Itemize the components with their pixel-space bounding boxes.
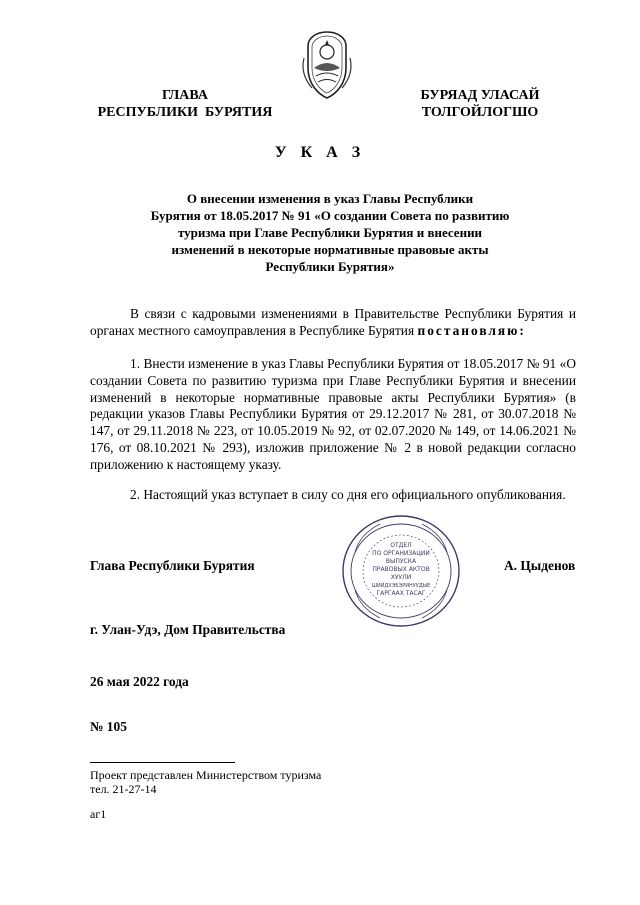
decree-keyword: постановляю: <box>417 322 526 338</box>
header-right <box>380 87 580 121</box>
header-right-line1: БУРЯАД УЛАСАЙ <box>420 88 540 103</box>
stamp-line: ХУУЛИ <box>390 574 412 581</box>
clause-1-text: 1. Внести изменение в указ Главы Республики Бурятия от 18.05.2017 № 91 «О создании Совета по развитию туризма при Главе Республики Бурятия и внесении изменений в некоторые нормативные правовые акты Республики Бурятия» (в редакции указов Главы Республики Бурятия от 29.12.2017 № 281, от 30.07.2018 № 147, от 29.11.2018 № 223, от 10.05.2019 № 92, от 02.07.2020 № 149, от 14.06.2021 № 176, от 08.10.2021 № 293), изложив приложение № 2 в новой редакции согласно приложению к настоящему указу. <box>90 356 576 472</box>
footer-project-note: Проект представлен Министерством туризма <box>90 768 322 782</box>
stamp-line: ОТДЕЛ <box>390 542 412 549</box>
stamp-line: ГАРГААХ ТАСАГ <box>376 590 426 597</box>
stamp-line: ПО ОРГАНИЗАЦИИ <box>372 550 430 557</box>
preamble-paragraph <box>90 306 576 340</box>
stamp-line: ВЫПУСКА <box>385 558 417 565</box>
subject-line: О внесении изменения в указ Главы Республики <box>186 191 474 206</box>
preamble-text: В связи с кадровыми изменениями в Правительстве Республики Бурятия и органах местного самоуправления в Республике Бурятия <box>90 306 576 338</box>
header-right-line2: ТОЛГОЙЛОГШО <box>421 105 539 120</box>
clause-2-paragraph <box>90 487 576 504</box>
subject-line: туризма при Главе Республики Бурятия и внесении <box>177 225 483 240</box>
decree-number: № 105 <box>90 719 127 734</box>
signatory-position: Глава Республики Бурятия <box>90 558 255 573</box>
official-seal-stamp <box>340 512 462 630</box>
subject-line: Бурятия от 18.05.2017 № 91 «О создании Совета по развитию <box>150 208 510 223</box>
footer-code: аг1 <box>90 807 107 821</box>
stamp-line: ПРАВОВЫХ АКТОВ <box>372 566 430 573</box>
subject-line: изменений в некоторые нормативные правовые акты <box>171 242 489 257</box>
signing-date: 26 мая 2022 года <box>90 674 189 689</box>
header-left-line2: РЕСПУБЛИКИ БУРЯТИЯ <box>97 105 273 120</box>
clause-2-text: 2. Настоящий указ вступает в силу со дня его официального опубликования. <box>130 487 566 502</box>
clause-1-paragraph <box>90 356 576 474</box>
document-title: У К А З <box>274 144 366 161</box>
coat-of-arms-emblem-icon <box>296 28 358 100</box>
signatory-name: А. Цыденов <box>504 558 576 573</box>
footer-phone: тел. 21-27-14 <box>90 782 157 796</box>
footnote-divider <box>90 762 235 763</box>
header-left-line1: ГЛАВА <box>162 88 208 103</box>
header-left <box>80 87 290 121</box>
signing-place: г. Улан-Удэ, Дом Правительства <box>90 622 286 637</box>
subject-line: Республики Бурятия» <box>265 259 395 274</box>
document-subject <box>130 190 530 275</box>
stamp-line: ШИЙДХЭБЭРИНУУДЫЕ <box>371 583 431 589</box>
